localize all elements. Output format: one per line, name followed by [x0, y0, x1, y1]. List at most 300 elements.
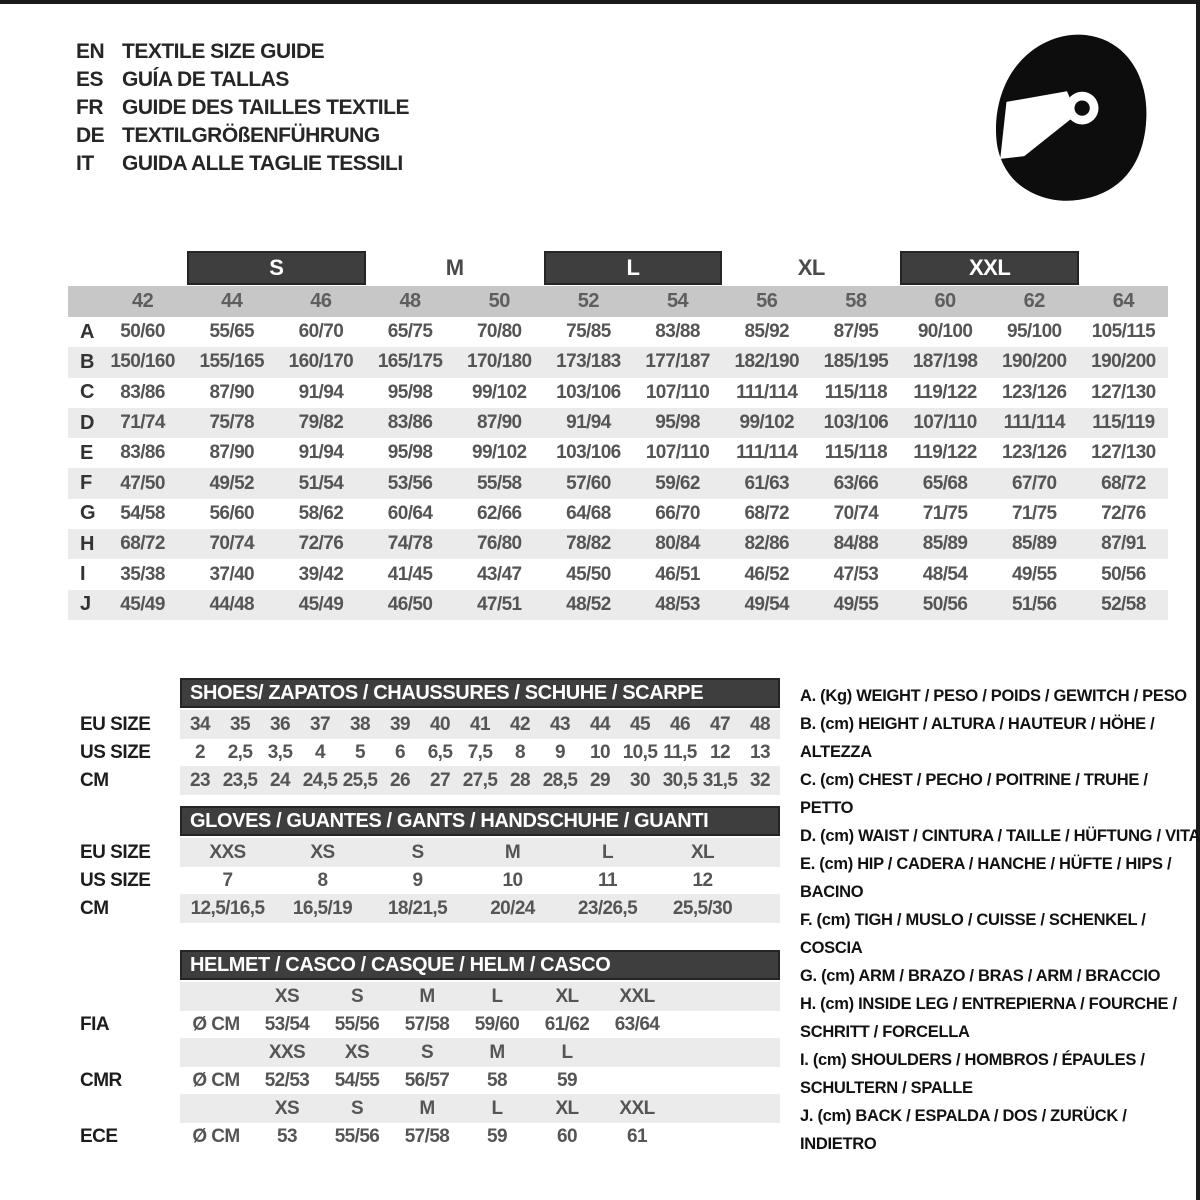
helmet-size-row-values	[180, 1094, 780, 1123]
measurement-cell: 64/68	[566, 502, 611, 524]
measurement-cell: 66/70	[655, 502, 700, 524]
measurement-cell: 78/82	[566, 533, 611, 555]
shoes-value-cell: 36	[270, 713, 290, 735]
measurement-cell: 58/62	[298, 502, 344, 524]
gloves-value-cell: 18/21,5	[387, 897, 448, 919]
measurement-cell: 107/110	[645, 442, 710, 464]
shoes-value-cell: 13	[750, 741, 770, 763]
size-column-header: 56	[756, 290, 778, 312]
measurement-cell: 50/56	[1101, 563, 1146, 585]
measurement-cell: 99/102	[471, 381, 527, 403]
helmet-size-header: S	[350, 985, 364, 1007]
scan-edge-top	[0, 0, 1200, 4]
size-group-l: L	[544, 251, 722, 285]
measurement-row	[68, 438, 1168, 468]
measurement-cell: 155/165	[199, 351, 264, 373]
helmet-size-header: L	[491, 985, 503, 1007]
helmet-size-header: XXL	[619, 985, 655, 1007]
measurement-row-label: J	[80, 593, 92, 616]
measurement-cell: 72/76	[298, 533, 344, 555]
size-group-xl: XL	[797, 255, 825, 280]
legend-item: J. (cm) BACK / ESPALDA / DOS / ZURÜCK / INDIETRO	[800, 1107, 1127, 1153]
gloves-table	[68, 806, 780, 923]
size-group-xxl: XXL	[900, 251, 1078, 285]
helmet-standard-values	[180, 1067, 780, 1094]
language-row	[76, 66, 409, 94]
textile-size-table	[68, 251, 1168, 620]
helmet-size-header: M	[419, 1097, 435, 1119]
shoes-value-cell: 7,5	[467, 741, 493, 763]
helmet-value-cell: 57/58	[404, 1013, 450, 1035]
language-title: TEXTILE SIZE GUIDE	[122, 40, 325, 63]
helmet-size-header: XS	[274, 985, 300, 1007]
measurement-cell: 111/114	[736, 442, 798, 464]
shoes-row	[68, 766, 780, 795]
measurement-cell: 59/62	[655, 472, 700, 494]
measurement-cell: 67/70	[1011, 472, 1057, 494]
language-title: GUÍA DE TALLAS	[122, 68, 289, 91]
measurement-cell: 75/85	[566, 321, 611, 343]
language-title: GUIDE DES TAILLES TEXTILE	[122, 96, 409, 119]
measurement-row-label: D	[80, 411, 95, 434]
shoes-value-cell: 28,5	[542, 769, 578, 791]
measurement-cell: 72/76	[1101, 502, 1146, 524]
measurement-cell: 82/86	[744, 533, 790, 555]
measurement-cell: 170/180	[467, 351, 532, 373]
gloves-value-cell: 10	[502, 869, 523, 891]
measurement-cell: 63/66	[833, 472, 879, 494]
helmet-standard-values	[180, 1123, 780, 1150]
gloves-value-cell: 9	[412, 869, 423, 891]
measurement-cell: 71/74	[120, 412, 165, 434]
measurement-cell: 45/49	[298, 593, 344, 615]
shoes-row-values	[180, 710, 780, 739]
measurement-cell: 70/80	[476, 321, 522, 343]
measurement-cell: 87/90	[209, 381, 255, 403]
helmet-size-header: S	[350, 1097, 364, 1119]
helmet-size-row-label	[68, 1094, 180, 1123]
measurement-cell: 60/70	[298, 321, 344, 343]
size-column-header: 60	[934, 290, 956, 312]
measurement-cell: 62/66	[476, 502, 522, 524]
measurement-row	[68, 559, 1168, 589]
measurement-cell: 61/63	[744, 472, 790, 494]
measurement-cell: 87/90	[209, 442, 255, 464]
measurement-cell: 119/122	[913, 381, 977, 403]
measurement-cell: 46/51	[655, 563, 700, 585]
measurement-cell: 47/51	[476, 593, 522, 615]
shoes-value-cell: 9	[555, 741, 565, 763]
helmet-size-header: M	[489, 1041, 505, 1063]
legend-item: E. (cm) HIP / CADERA / HANCHE / HÜFTE / HIPS / BACINO	[800, 855, 1172, 901]
measurement-cell: 56/60	[209, 502, 255, 524]
measurement-cell: 123/126	[1002, 442, 1067, 464]
measurement-cell: 49/54	[744, 593, 790, 615]
measurement-cell: 76/80	[476, 533, 522, 555]
helmet-table	[68, 950, 780, 1150]
size-column-header: 44	[221, 290, 243, 312]
measurement-row	[68, 590, 1168, 620]
measurement-cell: 49/52	[209, 472, 255, 494]
measurement-cell: 83/86	[387, 412, 433, 434]
measurement-cell: 68/72	[744, 502, 790, 524]
shoes-value-cell: 30	[630, 769, 650, 791]
measurement-cell: 150/160	[110, 351, 175, 373]
measurement-cell: 91/94	[298, 442, 344, 464]
measurement-cell: 123/126	[1002, 381, 1067, 403]
size-column-header: 42	[131, 290, 154, 312]
measurement-cell: 160/170	[288, 351, 354, 373]
helmet-standard-row	[68, 1123, 780, 1150]
helmet-unit-label: Ø CM	[192, 1069, 240, 1091]
shoes-value-cell: 10	[590, 741, 610, 763]
shoes-table-title: SHOES/ ZAPATOS / CHAUSSURES / SCHUHE / SCARPE	[180, 678, 780, 708]
measurement-cell: 95/98	[387, 442, 433, 464]
shoes-value-cell: 42	[510, 713, 530, 735]
measurement-cell: 45/50	[566, 563, 611, 585]
measurement-cell: 71/75	[922, 502, 968, 524]
shoes-value-cell: 25,5	[342, 769, 378, 791]
measurement-cell: 70/74	[833, 502, 879, 524]
helmet-size-row-label	[68, 982, 180, 1011]
measurement-cell: 103/106	[823, 412, 889, 434]
measurement-cell: 49/55	[833, 593, 879, 615]
measurement-cell: 85/89	[922, 533, 968, 555]
shoes-value-cell: 47	[710, 713, 730, 735]
measurement-cell: 46/52	[744, 563, 790, 585]
measurement-cell: 95/100	[1006, 321, 1062, 343]
legend-item: A. (Kg) WEIGHT / PESO / POIDS / GEWITCH / PESO	[800, 687, 1187, 705]
helmet-value-cell: 61/62	[544, 1013, 590, 1035]
shoes-row-label: EU SIZE	[80, 713, 151, 735]
gloves-row-label: CM	[80, 897, 109, 919]
helmet-value-cell: 53/54	[264, 1013, 310, 1035]
shoes-row-label: US SIZE	[80, 741, 151, 763]
shoes-value-cell: 6	[395, 741, 405, 763]
measurement-cell: 48/54	[922, 563, 968, 585]
legend-item: G. (cm) ARM / BRAZO / BRAS / ARM / BRACCIO	[800, 967, 1161, 985]
measurement-cell: 115/118	[824, 381, 888, 403]
legend-item: F. (cm) TIGH / MUSLO / CUISSE / SCHENKEL / COSCIA	[800, 911, 1146, 957]
measurement-cell: 107/110	[645, 381, 710, 403]
measurement-rows	[68, 317, 1168, 620]
helmet-standard-label: CMR	[80, 1069, 122, 1091]
shoes-value-cell: 45	[630, 713, 650, 735]
shoes-value-cell: 6,5	[427, 741, 453, 763]
gloves-value-cell: L	[601, 841, 613, 863]
measurement-cell: 52/58	[1101, 593, 1146, 615]
measurement-cell: 47/53	[833, 563, 879, 585]
measurement-row-label: G	[80, 502, 96, 525]
size-column-header: 50	[488, 290, 510, 312]
measurement-row	[68, 499, 1168, 529]
measurement-cell: 182/190	[734, 351, 799, 373]
measurement-row	[68, 408, 1168, 438]
measurement-cell: 95/98	[387, 381, 433, 403]
shoes-row	[68, 739, 780, 766]
measurement-cell: 65/75	[387, 321, 433, 343]
shoes-value-cell: 35	[230, 713, 250, 735]
shoes-value-cell: 28	[510, 769, 530, 791]
helmet-size-row-values	[180, 982, 780, 1011]
legend-item: I. (cm) SHOULDERS / HOMBROS / ÉPAULES / SCHULTERN / SPALLE	[800, 1051, 1145, 1097]
language-title: GUIDA ALLE TAGLIE TESSILI	[122, 152, 403, 175]
gloves-row-values	[180, 838, 780, 867]
shoes-value-cell: 32	[750, 769, 770, 791]
measurement-cell: 75/78	[209, 412, 255, 434]
measurement-cell: 190/200	[1002, 351, 1067, 373]
helmet-size-row-values	[180, 1038, 780, 1067]
gloves-value-cell: XXS	[209, 841, 246, 863]
measurement-cell: 119/122	[913, 442, 977, 464]
gloves-row-label: EU SIZE	[80, 841, 151, 863]
helmet-size-header: XL	[555, 985, 579, 1007]
helmet-size-header: M	[419, 985, 435, 1007]
measurement-row-label: H	[80, 532, 95, 555]
shoes-value-cell: 8	[515, 741, 525, 763]
helmet-table-title: HELMET / CASCO / CASQUE / HELM / CASCO	[180, 950, 780, 980]
measurement-row-label: F	[80, 472, 93, 495]
gloves-table-title: GLOVES / GUANTES / GANTS / HANDSCHUHE / GUANTI	[180, 806, 780, 836]
shoes-value-cell: 24	[270, 769, 290, 791]
measurement-cell: 54/58	[120, 502, 165, 524]
language-row	[76, 94, 409, 122]
shoes-value-cell: 37	[310, 713, 330, 735]
shoes-value-cell: 48	[750, 713, 770, 735]
measurement-cell: 99/102	[739, 412, 794, 434]
measurement-cell: 83/86	[120, 442, 165, 464]
language-code: EN	[76, 40, 105, 63]
measurement-cell: 46/50	[387, 593, 433, 615]
measurement-cell: 105/115	[1091, 321, 1156, 343]
shoes-value-cell: 26	[390, 769, 410, 791]
helmet-size-row	[68, 982, 780, 1011]
gloves-value-cell: 7	[222, 869, 233, 891]
measurement-cell: 90/100	[917, 321, 973, 343]
measurement-cell: 35/38	[120, 563, 165, 585]
shoes-value-cell: 31,5	[702, 769, 738, 791]
helmet-value-cell: 59	[557, 1069, 577, 1091]
measurement-cell: 60/64	[387, 502, 433, 524]
measurement-cell: 127/130	[1091, 381, 1156, 403]
measurement-row	[68, 317, 1168, 347]
gloves-value-cell: 8	[317, 869, 328, 891]
size-column-header: 46	[310, 290, 332, 312]
measurement-cell: 91/94	[298, 381, 344, 403]
measurement-cell: 45/49	[120, 593, 165, 615]
measurement-row-label: I	[80, 563, 86, 586]
measurement-cell: 57/60	[566, 472, 611, 494]
shoes-row	[68, 710, 780, 739]
measurement-cell: 187/198	[912, 351, 978, 373]
shoes-value-cell: 44	[590, 713, 610, 735]
shoes-row-values	[180, 739, 780, 766]
measurement-cell: 48/52	[566, 593, 611, 615]
shoes-value-cell: 4	[315, 741, 325, 763]
measurement-cell: 99/102	[471, 442, 527, 464]
measurement-cell: 51/54	[298, 472, 344, 494]
measurement-cell: 87/91	[1101, 533, 1146, 555]
measurement-cell: 115/118	[824, 442, 888, 464]
helmet-standard-label: FIA	[80, 1013, 110, 1035]
measurement-cell: 111/114	[1003, 412, 1065, 434]
helmet-standard-row	[68, 1067, 780, 1094]
helmet-size-row	[68, 1094, 780, 1123]
shoes-value-cell: 5	[355, 741, 365, 763]
measurement-row	[68, 529, 1168, 559]
measurement-row-label: E	[80, 441, 94, 464]
helmet-standard-values	[180, 1011, 780, 1038]
helmet-value-cell: 59	[487, 1125, 507, 1147]
measurement-cell: 43/47	[476, 563, 522, 585]
helmet-icon	[972, 28, 1162, 206]
language-code: FR	[76, 96, 103, 119]
measurement-cell: 55/65	[209, 321, 255, 343]
measurement-cell: 111/114	[736, 381, 798, 403]
shoes-value-cell: 39	[390, 713, 410, 735]
measurement-cell: 185/195	[823, 351, 889, 373]
shoes-table	[68, 678, 780, 795]
measurement-legend	[800, 682, 1200, 1158]
shoes-row-values	[180, 766, 780, 795]
shoes-value-cell: 3,5	[267, 741, 293, 763]
measurement-cell: 74/78	[387, 533, 433, 555]
measurement-cell: 87/95	[833, 321, 879, 343]
size-column-header: 62	[1023, 290, 1045, 312]
gloves-row	[68, 894, 780, 923]
measurement-cell: 68/72	[120, 533, 165, 555]
measurement-cell: 173/183	[556, 351, 621, 373]
measurement-cell: 79/82	[298, 412, 344, 434]
shoes-value-cell: 40	[430, 713, 450, 735]
helmet-size-header: XS	[274, 1097, 300, 1119]
measurement-cell: 127/130	[1091, 442, 1156, 464]
shoes-value-cell: 23,5	[222, 769, 258, 791]
shoes-value-cell: 24,5	[302, 769, 338, 791]
size-group-header	[68, 251, 1168, 285]
gloves-value-cell: 25,5/30	[672, 897, 733, 919]
shoes-value-cell: 30,5	[662, 769, 698, 791]
gloves-row	[68, 867, 780, 894]
measurement-cell: 49/55	[1011, 563, 1057, 585]
helmet-standard-label: ECE	[80, 1125, 118, 1147]
measurement-cell: 50/60	[120, 321, 165, 343]
helmet-size-header: XXS	[268, 1041, 306, 1063]
legend-item: H. (cm) INSIDE LEG / ENTREPIERNA / FOURCHE / SCHRITT / FORCELLA	[800, 995, 1177, 1041]
shoes-value-cell: 12	[710, 741, 730, 763]
gloves-row-values	[180, 894, 780, 923]
measurement-row-label: A	[80, 320, 95, 343]
shoes-value-cell: 11,5	[663, 741, 697, 763]
measurement-cell: 115/119	[1092, 412, 1155, 434]
helmet-value-cell: 55/56	[334, 1125, 380, 1147]
shoes-value-cell: 29	[590, 769, 610, 791]
shoes-value-cell: 46	[670, 713, 690, 735]
helmet-standard-row	[68, 1011, 780, 1038]
measurement-row	[68, 378, 1168, 408]
helmet-value-cell: 60	[557, 1125, 577, 1147]
measurement-cell: 84/88	[833, 533, 879, 555]
measurement-cell: 51/56	[1011, 593, 1057, 615]
measurement-cell: 68/72	[1101, 472, 1146, 494]
shoes-value-cell: 2,5	[227, 741, 253, 763]
measurement-cell: 53/56	[387, 472, 433, 494]
shoes-value-cell: 10,5	[622, 741, 658, 763]
measurement-cell: 87/90	[476, 412, 522, 434]
measurement-cell: 165/175	[377, 351, 443, 373]
measurement-cell: 50/56	[922, 593, 968, 615]
size-column-header: 64	[1112, 290, 1135, 312]
helmet-unit-label: Ø CM	[192, 1125, 240, 1147]
gloves-value-cell: 16,5/19	[292, 897, 353, 919]
measurement-cell: 85/92	[744, 321, 790, 343]
shoes-value-cell: 34	[190, 713, 210, 735]
shoes-value-cell: 41	[470, 713, 490, 735]
shoes-value-cell: 27	[430, 769, 450, 791]
language-row	[76, 38, 409, 66]
measurement-cell: 85/89	[1011, 533, 1057, 555]
gloves-value-cell: S	[411, 841, 424, 863]
helmet-value-cell: 54/55	[334, 1069, 380, 1091]
helmet-value-cell: 56/57	[404, 1069, 450, 1091]
measurement-cell: 103/106	[556, 381, 621, 403]
measurement-cell: 65/68	[922, 472, 968, 494]
gloves-value-cell: 11	[598, 869, 617, 891]
measurement-cell: 80/84	[655, 533, 700, 555]
shoes-row-label: CM	[80, 769, 109, 791]
measurement-cell: 44/48	[209, 593, 255, 615]
measurement-cell: 70/74	[209, 533, 255, 555]
measurement-cell: 55/58	[476, 472, 522, 494]
measurement-row	[68, 468, 1168, 498]
helmet-size-header: XL	[555, 1097, 579, 1119]
legend-item: C. (cm) CHEST / PECHO / POITRINE / TRUHE / PETTO	[800, 771, 1148, 817]
measurement-row	[68, 347, 1168, 377]
helmet-size-header: L	[561, 1041, 573, 1063]
language-code: IT	[76, 152, 94, 175]
gloves-row-values	[180, 867, 780, 894]
gloves-value-cell: 12	[692, 869, 713, 891]
gloves-value-cell: 23/26,5	[577, 897, 638, 919]
helmet-size-row-label	[68, 1038, 180, 1067]
helmet-size-header: XS	[344, 1041, 370, 1063]
measurement-row-label: C	[80, 381, 95, 404]
size-column-header: 52	[577, 290, 600, 312]
size-column-header: 48	[399, 290, 421, 312]
gloves-value-cell: M	[504, 841, 521, 863]
measurement-cell: 47/50	[120, 472, 165, 494]
size-column-header: 58	[845, 290, 867, 312]
language-title: TEXTILGRÖßENFÜHRUNG	[122, 124, 380, 147]
numeric-size-band	[68, 286, 1168, 317]
legend-item: D. (cm) WAIST / CINTURA / TAILLE / HÜFTUNG / VITA	[800, 827, 1200, 845]
helmet-size-header: L	[491, 1097, 503, 1119]
helmet-value-cell: 57/58	[404, 1125, 450, 1147]
helmet-value-cell: 58	[487, 1069, 507, 1091]
shoes-value-cell: 38	[350, 713, 370, 735]
language-row	[76, 150, 409, 178]
size-group-m: M	[445, 255, 464, 280]
helmet-size-header: S	[420, 1041, 434, 1063]
shoes-value-cell: 2	[195, 741, 205, 763]
helmet-value-cell: 52/53	[264, 1069, 310, 1091]
size-column-header: 54	[666, 290, 689, 312]
gloves-value-cell: 20/24	[490, 897, 535, 919]
gloves-value-cell: XL	[690, 841, 715, 863]
measurement-cell: 190/200	[1091, 351, 1156, 373]
legend-item: B. (cm) HEIGHT / ALTURA / HAUTEUR / HÖHE / ALTEZZA	[800, 715, 1155, 761]
measurement-cell: 107/110	[913, 412, 977, 434]
